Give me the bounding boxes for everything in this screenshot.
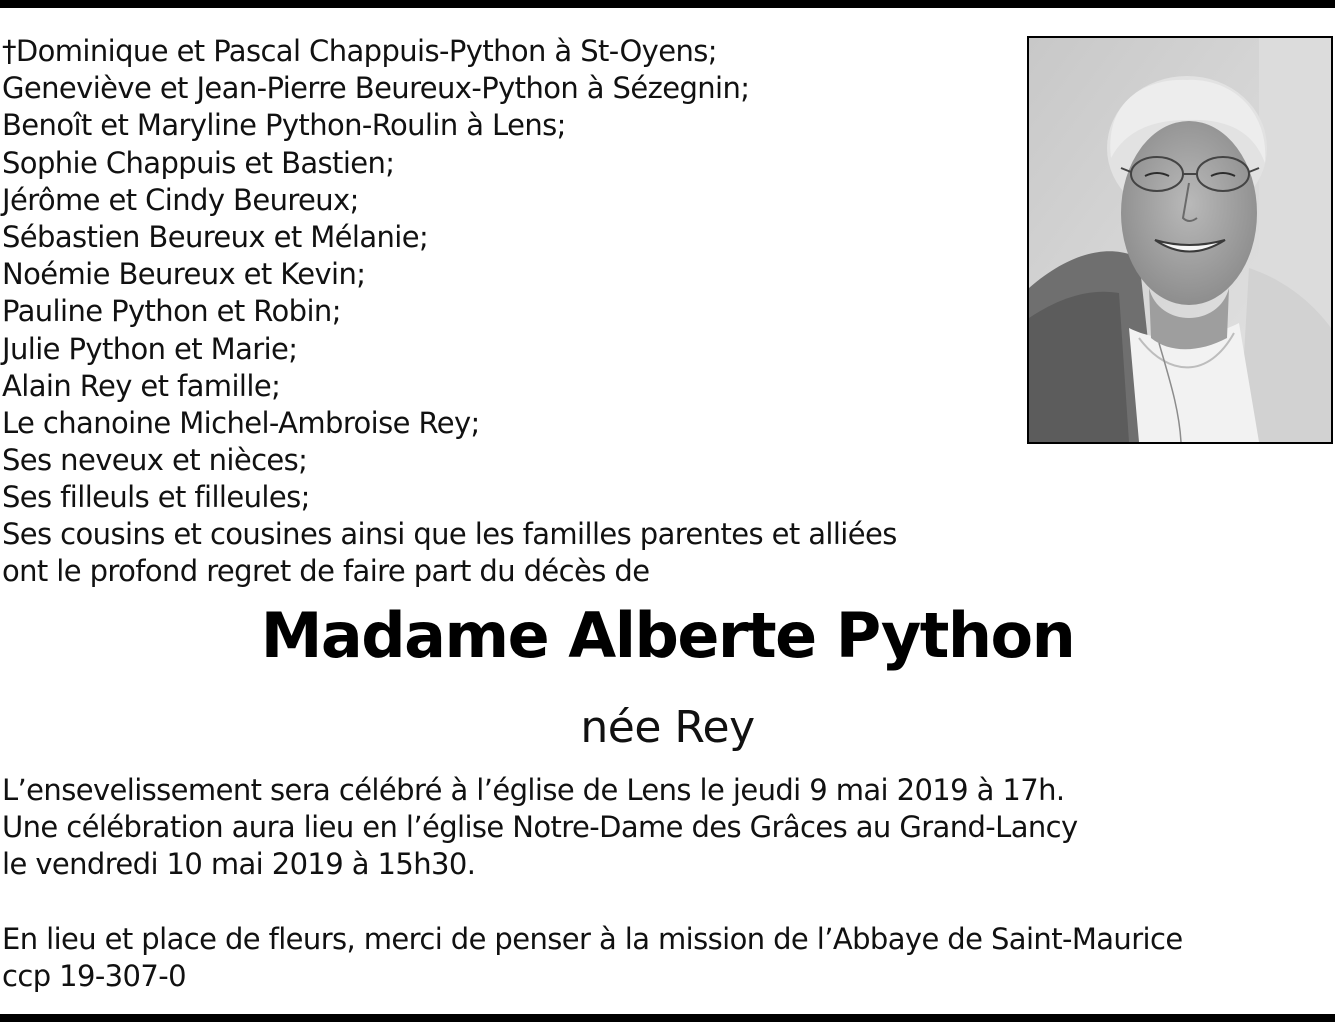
mourner-line: Julie Python et Marie; xyxy=(2,331,298,366)
deceased-name: Madame Alberte Python xyxy=(260,599,1075,672)
mourner-line: †Dominique et Pascal Chappuis-Python à St-Oyens; xyxy=(2,34,717,68)
portrait-illustration xyxy=(1029,38,1331,442)
donation-info-line: En lieu et place de fleurs, merci de penser à la mission de l’Abbaye de Saint-Maurice xyxy=(2,922,1183,956)
mourner-line: Sophie Chappuis et Bastien; xyxy=(2,145,395,180)
announcement-line: Ses cousins et cousines ainsi que les familles parentes et alliées xyxy=(2,517,897,551)
maiden-name: née Rey xyxy=(580,702,755,753)
mourner-line: Noémie Beureux et Kevin; xyxy=(2,257,366,292)
mourner-line: Sébastien Beureux et Mélanie; xyxy=(2,220,429,255)
mourner-line: Ses filleuls et filleules; xyxy=(2,480,310,515)
mourner-line: Alain Rey et famille; xyxy=(2,368,281,403)
top-rule xyxy=(0,0,1335,8)
funeral-info-line: le vendredi 10 mai 2019 à 15h30. xyxy=(2,847,476,881)
mourner-line: Ses neveux et nièces; xyxy=(2,443,308,478)
mourner-line: Le chanoine Michel-Ambroise Rey; xyxy=(2,406,480,441)
mourner-line: Geneviève et Jean-Pierre Beureux-Python à Sézegnin; xyxy=(2,71,750,106)
funeral-info-line: L’ensevelissement sera célébré à l’église de Lens le jeudi 9 mai 2019 à 17h. xyxy=(2,773,1065,807)
mourner-line: Pauline Python et Robin; xyxy=(2,294,341,329)
mourners-list xyxy=(2,33,1012,517)
mourner-line: Benoît et Maryline Python-Roulin à Lens; xyxy=(2,108,566,143)
portrait-photo xyxy=(1027,36,1333,444)
mourner-line: Jérôme et Cindy Beureux; xyxy=(2,182,359,217)
announcement-line: ont le profond regret de faire part du décès de xyxy=(2,554,650,588)
donation-account: ccp 19-307-0 xyxy=(2,959,186,993)
funeral-info-line: Une célébration aura lieu en l’église Notre-Dame des Grâces au Grand-Lancy xyxy=(2,810,1078,844)
bottom-rule xyxy=(0,1014,1335,1022)
